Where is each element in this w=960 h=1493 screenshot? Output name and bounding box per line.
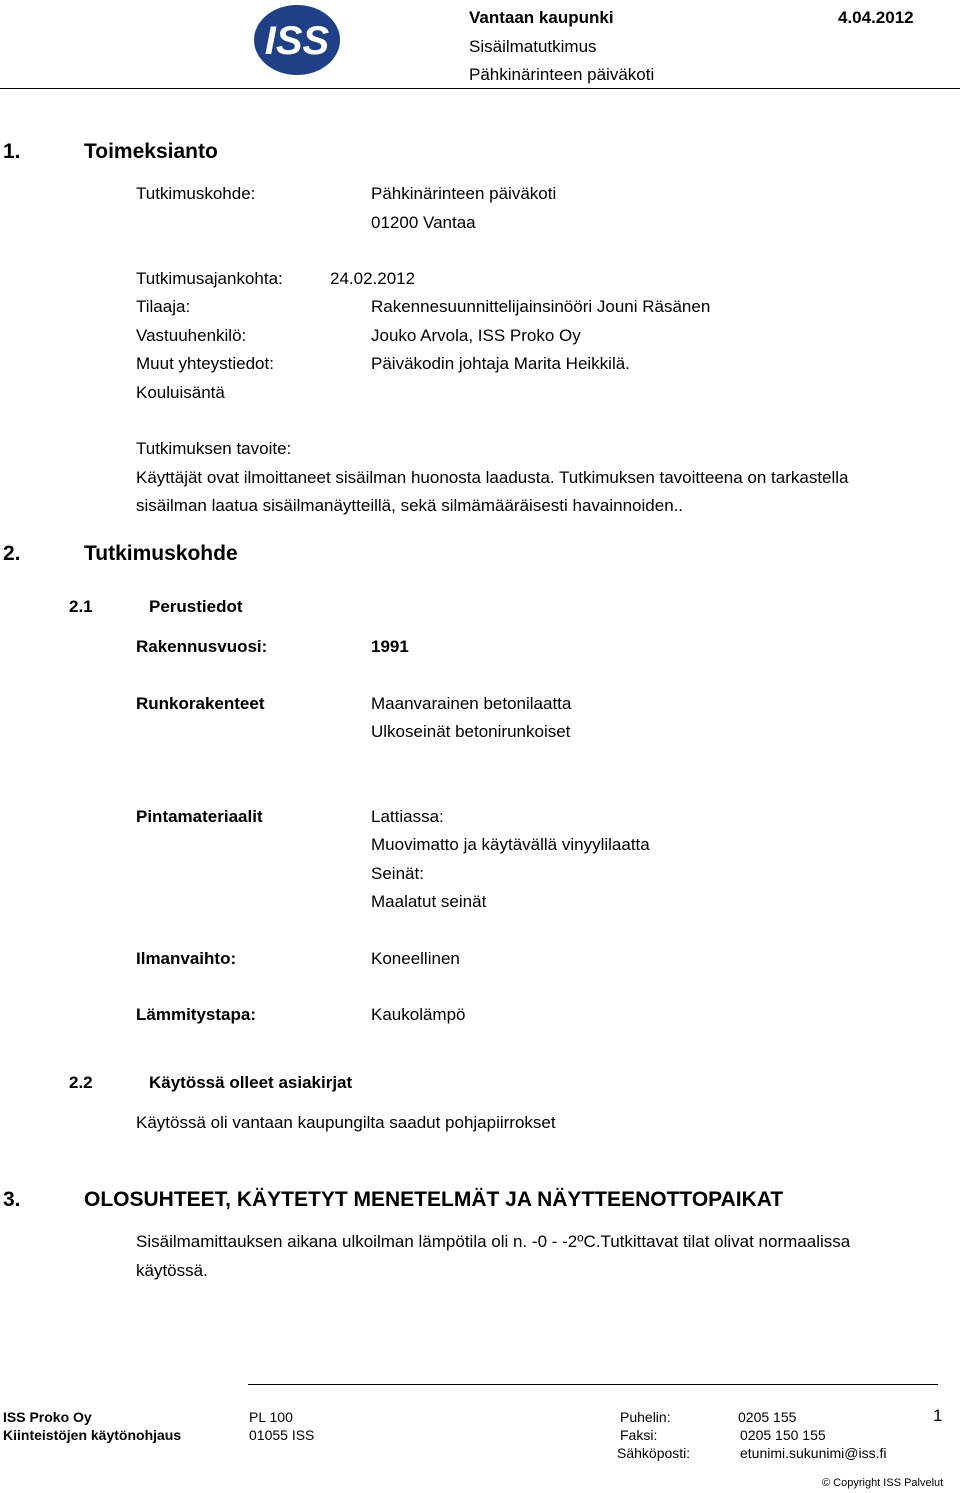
- label-rakennusvuosi: Rakennusvuosi:: [136, 637, 268, 656]
- value-pinta-4: Maalatut seinät: [371, 892, 487, 911]
- value-pinta-1: Lattiassa:: [371, 807, 444, 826]
- footer-fax-label: Faksi:: [620, 1427, 658, 1443]
- footer-phone: 0205 155: [738, 1409, 797, 1425]
- header-site: Pähkinärinteen päiväkoti: [469, 65, 655, 84]
- footer-fax: 0205 150 155: [740, 1427, 826, 1443]
- value-tilaaja: Rakennesuunnittelijainsinööri Jouni Räsänen: [371, 297, 711, 316]
- label-pintamateriaalit: Pintamateriaalit: [136, 807, 263, 826]
- label-ilmanvaihto: Ilmanvaihto:: [136, 949, 237, 968]
- section1-title: Toimeksianto: [84, 140, 218, 163]
- subsection-2-1-title: Perustiedot: [149, 597, 243, 616]
- header-divider: [0, 88, 960, 89]
- value-yhteystiedot: Päiväkodin johtaja Marita Heikkilä.: [371, 354, 630, 373]
- label-tilaaja: Tilaaja:: [136, 297, 191, 316]
- footer-address-2: 01055 ISS: [249, 1427, 315, 1443]
- subsection-2-2-number: 2.2: [69, 1073, 93, 1092]
- label-lammitystapa: Lämmitystapa:: [136, 1005, 256, 1024]
- footer-phone-label: Puhelin:: [620, 1409, 671, 1425]
- label-tutkimuskohde: Tutkimuskohde:: [136, 184, 256, 203]
- value-ilmanvaihto: Koneellinen: [371, 949, 460, 968]
- footer-address-1: PL 100: [249, 1409, 293, 1425]
- footer-copyright: © Copyright ISS Palvelut: [822, 1477, 944, 1489]
- page-number: 1: [933, 1406, 943, 1425]
- section1-number: 1.: [3, 140, 21, 163]
- value-runko-1: Maanvarainen betonilaatta: [371, 694, 572, 713]
- logo-text: ISS: [264, 19, 330, 63]
- footer-divider: [248, 1384, 938, 1385]
- section3-text-line2: käytössä.: [136, 1261, 208, 1280]
- value-ajankohta: 24.02.2012: [330, 269, 416, 288]
- goal-label: Tutkimuksen tavoite:: [136, 439, 292, 458]
- value-pinta-3: Seinät:: [371, 864, 424, 883]
- iss-logo: [253, 4, 341, 76]
- label-yhteystiedot: Muut yhteystiedot:: [136, 354, 274, 373]
- section2-title: Tutkimuskohde: [84, 542, 238, 565]
- value-runko-2: Ulkoseinät betonirunkoiset: [371, 722, 571, 741]
- label-ajankohta: Tutkimusajankohta:: [136, 269, 283, 288]
- section3-title: OLOSUHTEET, KÄYTETYT MENETELMÄT JA NÄYTTEENOTTOPAIKAT: [84, 1188, 784, 1211]
- label-kouluisanta: Kouluisäntä: [136, 383, 225, 402]
- value-postal: 01200 Vantaa: [371, 213, 476, 232]
- subsection-2-2-title: Käytössä olleet asiakirjat: [149, 1073, 353, 1092]
- footer-unit: Kiinteistöjen käytönohjaus: [3, 1427, 182, 1443]
- label-runkorakenteet: Runkorakenteet: [136, 694, 265, 713]
- subsection-2-1-number: 2.1: [69, 597, 93, 616]
- label-vastuuhenkilo: Vastuuhenkilö:: [136, 326, 247, 345]
- subsection-2-2-text: Käytössä oli vantaan kaupungilta saadut pohjapiirrokset: [136, 1113, 556, 1132]
- value-tutkimuskohde: Pähkinärinteen päiväkoti: [371, 184, 557, 203]
- section3-number: 3.: [3, 1188, 21, 1211]
- section2-number: 2.: [3, 542, 21, 565]
- header-doc-type: Sisäilmatutkimus: [469, 37, 597, 56]
- goal-text-line1: Käyttäjät ovat ilmoittaneet sisäilman huonosta laadusta. Tutkimuksen tavoitteena on tarkastella: [136, 468, 849, 487]
- footer-email-label: Sähköposti:: [617, 1445, 691, 1461]
- value-vastuuhenkilo: Jouko Arvola, ISS Proko Oy: [371, 326, 581, 345]
- value-lammitystapa: Kaukolämpö: [371, 1005, 466, 1024]
- value-pinta-2: Muovimatto ja käytävällä vinyylilaatta: [371, 835, 650, 854]
- header-date: 4.04.2012: [838, 8, 914, 27]
- footer-email: etunimi.sukunimi@iss.fi: [740, 1445, 887, 1461]
- goal-text-line2: sisäilman laatua sisäilmanäytteillä, sekä silmämääräisesti havainnoiden..: [136, 496, 684, 515]
- footer-company: ISS Proko Oy: [3, 1409, 92, 1425]
- header-client: Vantaan kaupunki: [469, 8, 614, 27]
- value-rakennusvuosi: 1991: [371, 637, 409, 656]
- section3-text-line1: Sisäilmamittauksen aikana ulkoilman lämpötila oli n. -0 - -2ºC.Tutkittavat tilat olivat normaalissa: [136, 1232, 851, 1251]
